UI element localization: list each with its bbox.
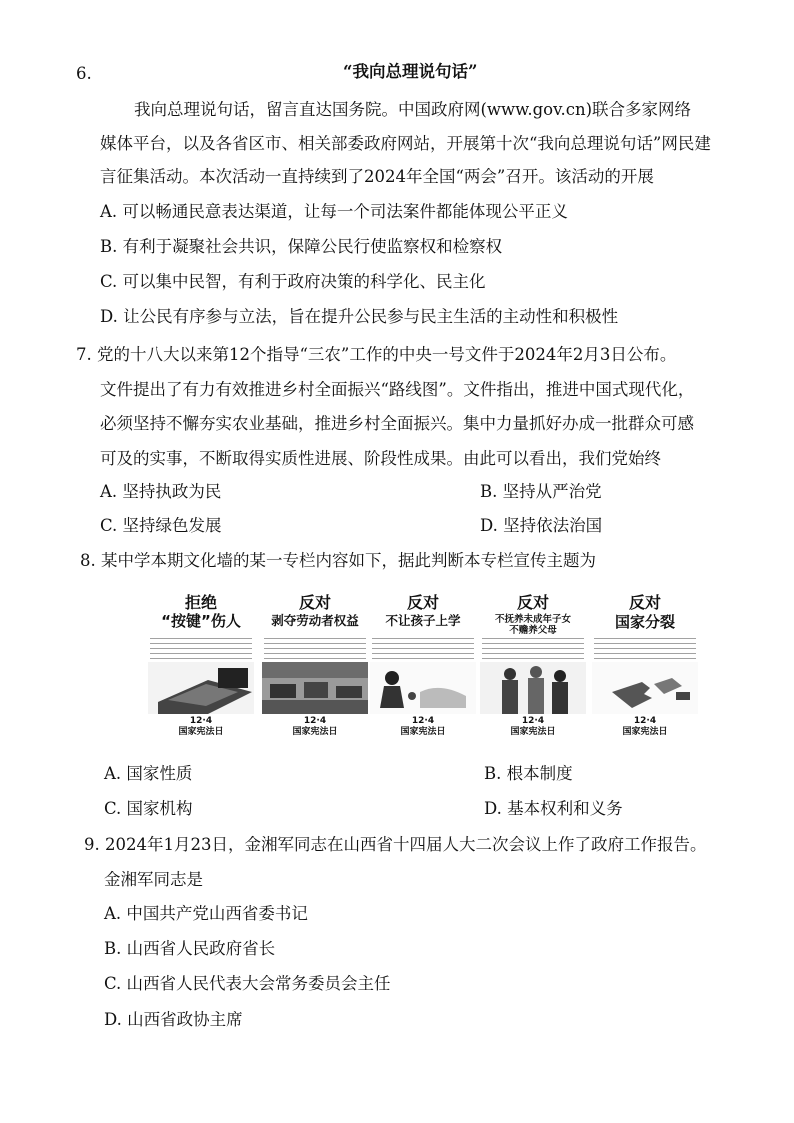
poster-subheading: 不抚养未成年子女 不赡养父母: [494, 614, 571, 636]
q7-option-a: A. 坚持执政为民: [100, 482, 222, 501]
q9-option-c: C. 山西省人民代表大会常务委员会主任: [104, 974, 391, 993]
q9-option-b: B. 山西省人民政府省长: [104, 939, 276, 958]
q7-stem-line: 必须坚持不懈夯实农业基础，推进乡村全面振兴。集中力量抓好办成一批群众可感: [100, 414, 694, 433]
poster-day-label: 国家宪法日: [292, 727, 338, 737]
poster: [260, 590, 370, 750]
q9-stem-line: 金湘军同志是: [104, 870, 203, 889]
poster-image-puzzle: [592, 662, 698, 714]
poster: [368, 590, 478, 750]
poster-heading: 拒绝: [184, 593, 217, 612]
poster-body-text: [372, 638, 474, 660]
q6-option-d: D. 让公民有序参与立法，旨在提升公民参与民主生活的主动性和积极性: [100, 307, 619, 326]
q6-number: 6.: [76, 64, 92, 83]
q8-option-c: C. 国家机构: [104, 799, 193, 818]
poster-heading: 反对: [406, 593, 439, 612]
q6-stem-line: 言征集活动。本次活动一直持续到了2024年全国“两会”召开。该活动的开展: [100, 167, 654, 186]
q8-option-b: B. 根本制度: [484, 764, 573, 783]
poster-image-family: [480, 662, 586, 714]
poster-subheading: 国家分裂: [614, 613, 675, 631]
poster-day-label: 国家宪法日: [178, 727, 224, 737]
q6-stem-line: 我向总理说句话，留言直达国务院。中国政府网(www.gov.cn)联合多家网络: [134, 100, 692, 119]
poster-date: 12·4: [189, 716, 213, 726]
poster-date: 12·4: [411, 716, 435, 726]
poster: [146, 590, 256, 750]
poster-date: 12·4: [521, 716, 545, 726]
poster-body-text: [264, 638, 366, 660]
q6-title: “我向总理说句话”: [343, 62, 478, 81]
poster-subheading: 剥夺劳动者权益: [271, 613, 359, 628]
poster-image-child: [370, 662, 476, 714]
poster: [478, 590, 588, 750]
q8-option-a: A. 国家性质: [104, 764, 193, 783]
poster-date: 12·4: [633, 716, 657, 726]
q6-option-c: C. 可以集中民智，有利于政府决策的科学化、民主化: [100, 272, 486, 291]
poster-day-label: 国家宪法日: [622, 727, 668, 737]
poster-date: 12·4: [303, 716, 327, 726]
q6-stem-line: 媒体平台，以及各省区市、相关部委政府网站，开展第十次“我向总理说句话”网民建: [100, 134, 711, 153]
q6-option-b: B. 有利于凝聚社会共识，保障公民行使监察权和检察权: [100, 237, 503, 256]
poster-body-text: [150, 638, 252, 660]
q8-option-d: D. 基本权利和义务: [484, 799, 623, 818]
poster-image-office: [262, 662, 368, 714]
q9-stem-line: 9. 2024年1月23日，金湘军同志在山西省十四届人大二次会议上作了政府工作报告。: [84, 835, 707, 854]
q9-option-a: A. 中国共产党山西省委书记: [104, 904, 308, 923]
q7-stem-line: 7. 党的十八大以来第12个指导“三农”工作的中央一号文件于2024年2月3日公布。: [76, 345, 677, 364]
poster-day-label: 国家宪法日: [400, 727, 446, 737]
q7-option-d: D. 坚持依法治国: [480, 516, 603, 535]
poster-body-text: [482, 638, 584, 660]
poster: [590, 590, 700, 750]
poster-subheading: 不让孩子上学: [385, 613, 461, 628]
poster-heading: 反对: [628, 593, 661, 612]
poster-subheading: “按键”伤人: [161, 612, 241, 630]
q6-option-a: A. 可以畅通民意表达渠道，让每一个司法案件都能体现公平正义: [100, 202, 568, 221]
poster-image-keyboard: [148, 662, 254, 714]
q7-option-c: C. 坚持绿色发展: [100, 516, 222, 535]
poster-heading: 反对: [516, 593, 549, 612]
poster-day-label: 国家宪法日: [510, 727, 556, 737]
q8-stem: 8. 某中学本期文化墙的某一专栏内容如下，据此判断本专栏宣传主题为: [80, 551, 596, 570]
q9-option-d: D. 山西省政协主席: [104, 1010, 243, 1029]
q7-stem-line: 文件提出了有力有效推进乡村全面振兴“路线图”。文件指出，推进中国式现代化，: [100, 380, 695, 399]
q7-stem-line: 可及的实事，不断取得实质性进展、阶段性成果。由此可以看出，我们党始终: [100, 449, 661, 468]
poster-body-text: [594, 638, 696, 660]
q7-option-b: B. 坚持从严治党: [480, 482, 602, 501]
poster-heading: 反对: [298, 593, 331, 612]
